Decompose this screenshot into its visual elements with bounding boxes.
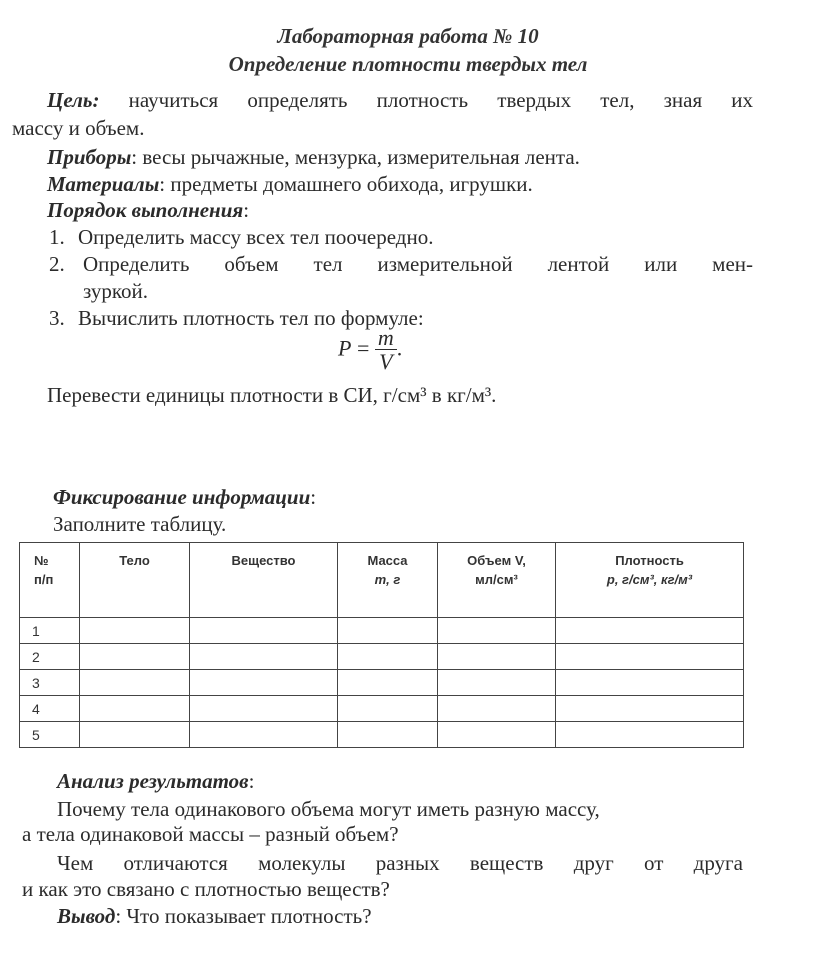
formula-fraction xyxy=(375,327,397,374)
cell-volume[interactable] xyxy=(438,670,556,696)
cell-body[interactable] xyxy=(80,696,190,722)
table-row xyxy=(20,644,744,670)
procedure-heading xyxy=(47,198,249,223)
cell-density[interactable] xyxy=(556,722,744,748)
header-volume: Объем V, мл/см³ xyxy=(438,543,556,618)
cell-mass[interactable] xyxy=(338,618,438,644)
cell-density[interactable] xyxy=(556,618,744,644)
convert-units-text: Перевести единицы плотности в СИ, г/см³ в кг/м³. xyxy=(47,383,497,407)
step-1-num: 1. xyxy=(49,225,65,249)
header-density: Плотность p, г/см³, кг/м³ xyxy=(556,543,744,618)
table-row xyxy=(20,722,744,748)
materials-label: Материалы xyxy=(47,172,160,196)
formula-eq: = xyxy=(356,335,370,361)
cell-density[interactable] xyxy=(556,670,744,696)
header-mass: Масса m, г xyxy=(338,543,438,618)
table-row xyxy=(20,670,744,696)
header-substance: Вещество xyxy=(190,543,338,618)
cell-mass[interactable] xyxy=(338,696,438,722)
procedure-colon: : xyxy=(243,198,250,222)
header-number: № п/п xyxy=(20,543,80,618)
goal-label: Цель: xyxy=(47,88,100,112)
conclusion-line xyxy=(57,904,372,929)
cell-body[interactable] xyxy=(80,670,190,696)
instruments-label: Приборы xyxy=(47,145,132,169)
step-2-num: 2. xyxy=(49,252,65,276)
cell-volume[interactable] xyxy=(438,696,556,722)
conclusion-label: Вывод xyxy=(57,904,116,928)
instruments-line xyxy=(47,145,580,170)
goal-line xyxy=(47,88,753,113)
row-number: 3 xyxy=(20,670,80,696)
cell-mass[interactable] xyxy=(338,670,438,696)
table-instruction: Заполните таблицу. xyxy=(53,512,227,536)
recording-label: Фиксирование информации xyxy=(53,485,311,509)
table-row xyxy=(20,696,744,722)
step-2-text: Определить объем тел измерительной лентой или мен- xyxy=(83,252,753,276)
page-subtitle: Определение плотности твердых тел xyxy=(228,52,588,76)
step-2-text-cont: зуркой. xyxy=(83,279,148,303)
cell-substance[interactable] xyxy=(190,670,338,696)
step-3-num: 3. xyxy=(49,306,65,330)
results-table xyxy=(19,542,744,748)
row-number: 5 xyxy=(20,722,80,748)
cell-density[interactable] xyxy=(556,644,744,670)
question-1: Почему тела одинакового объема могут иметь разную массу, xyxy=(57,797,600,821)
step-1-text: Определить массу всех тел поочередно. xyxy=(78,225,434,249)
formula-lhs: P xyxy=(338,335,352,361)
table-header-row xyxy=(20,543,744,618)
recording-heading xyxy=(53,485,316,510)
row-number: 4 xyxy=(20,696,80,722)
cell-volume[interactable] xyxy=(438,644,556,670)
step-1 xyxy=(49,225,433,250)
table-row xyxy=(20,618,744,644)
cell-volume[interactable] xyxy=(438,618,556,644)
formula-end: . xyxy=(396,335,403,361)
formula-numerator: m xyxy=(375,327,397,350)
cell-body[interactable] xyxy=(80,722,190,748)
cell-substance[interactable] xyxy=(190,722,338,748)
question-1-cont: а тела одинаковой массы – разный объем? xyxy=(22,822,399,846)
row-number: 2 xyxy=(20,644,80,670)
goal-text: научиться определять плотность твердых тел, зная их xyxy=(128,88,754,112)
header-body: Тело xyxy=(80,543,190,618)
materials-text: : предметы домашнего обихода, игрушки. xyxy=(159,172,533,196)
cell-density[interactable] xyxy=(556,696,744,722)
cell-mass[interactable] xyxy=(338,722,438,748)
cell-body[interactable] xyxy=(80,644,190,670)
page-title: Лабораторная работа № 10 xyxy=(277,24,539,48)
cell-body[interactable] xyxy=(80,618,190,644)
step-3-text: Вычислить плотность тел по формуле: xyxy=(78,306,424,330)
analysis-label: Анализ результатов xyxy=(57,769,249,793)
cell-substance[interactable] xyxy=(190,644,338,670)
conclusion-text: : Что показывает плотность? xyxy=(115,904,372,928)
analysis-colon: : xyxy=(248,769,255,793)
goal-text-cont: массу и объем. xyxy=(12,116,145,140)
formula-denominator: V xyxy=(379,349,393,374)
cell-substance[interactable] xyxy=(190,618,338,644)
cell-volume[interactable] xyxy=(438,722,556,748)
question-2: Чем отличаются молекулы разных веществ друг от друга xyxy=(57,851,743,875)
instruments-text: : весы рычажные, мензурка, измерительная лента. xyxy=(131,145,580,169)
recording-colon: : xyxy=(310,485,317,509)
cell-mass[interactable] xyxy=(338,644,438,670)
analysis-heading xyxy=(57,769,254,794)
cell-substance[interactable] xyxy=(190,696,338,722)
row-number: 1 xyxy=(20,618,80,644)
procedure-label: Порядок выполнения xyxy=(47,198,244,222)
question-2-cont: и как это связано с плотностью веществ? xyxy=(22,877,390,901)
materials-line xyxy=(47,172,533,197)
density-formula xyxy=(338,327,402,374)
